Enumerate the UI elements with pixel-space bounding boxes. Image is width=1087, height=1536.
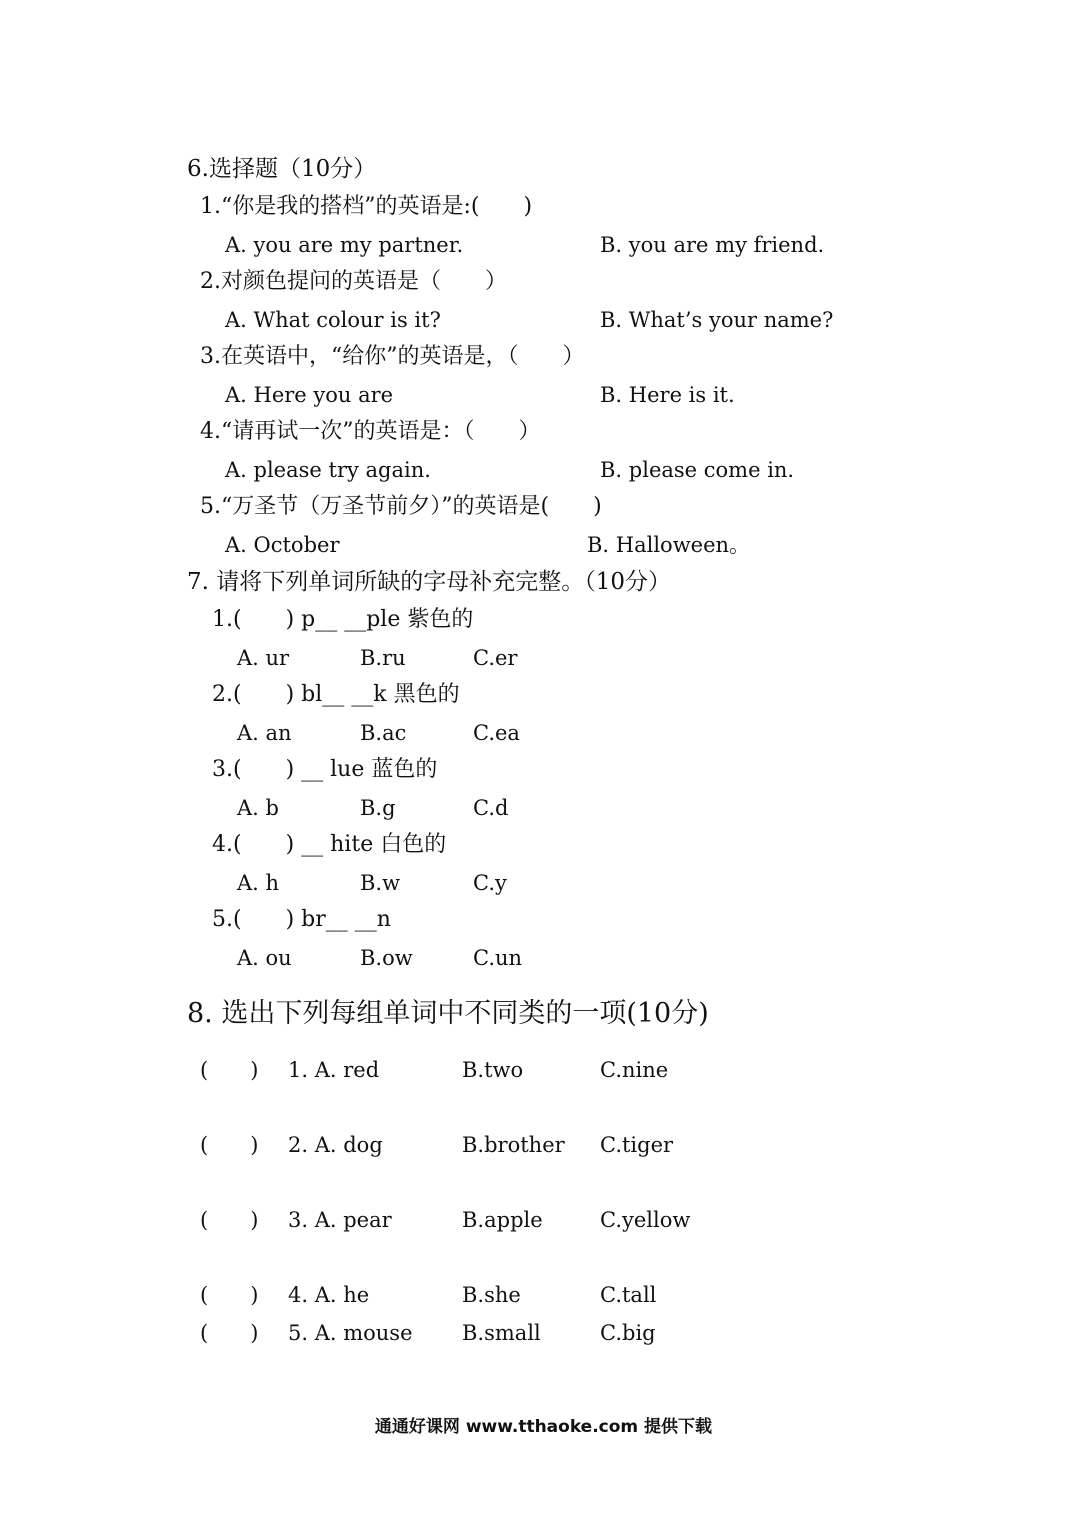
s6-q4-option-b: B. please come in. — [600, 458, 795, 482]
s7-i3-option-a: A. b — [237, 796, 279, 820]
s7-i5-option-c: C.un — [473, 946, 523, 970]
s6-q5-option-a: A. October — [225, 533, 340, 557]
s6-q1-option-b: B. you are my friend. — [600, 233, 825, 257]
s7-i2-option-c: C.ea — [473, 721, 520, 745]
s8-row-4-option-a: 4. A. he — [288, 1283, 370, 1307]
s7-i5-option-a: A. ou — [237, 946, 292, 970]
section-7-title: 7. 请将下列单词所缺的字母补充完整。（10分） — [187, 569, 672, 595]
s6-q4-option-a: A. please try again. — [225, 458, 431, 482]
s6-question-1: 1.“你是我的搭档”的英语是:( ) — [200, 194, 533, 219]
s7-i4-option-c: C.y — [473, 871, 507, 895]
s8-row-4-paren: ( ) — [200, 1283, 259, 1307]
s6-q2-option-b: B. What’s your name? — [600, 308, 834, 332]
section-6-title: 6.选择题（10分） — [187, 156, 377, 182]
s8-row-5-option-c: C.big — [600, 1321, 656, 1345]
footer-watermark: 通通好课网 www.tthaoke.com 提供下载 — [374, 1417, 713, 1437]
s7-item-4: 4.( ) __ hite 白色的 — [212, 832, 447, 857]
s7-i1-option-a: A. ur — [237, 646, 290, 670]
s7-i4-option-a: A. h — [237, 871, 280, 895]
s7-item-2: 2.( ) bl__ __k 黑色的 — [212, 682, 460, 707]
s8-row-2-option-b: B.brother — [462, 1133, 565, 1157]
s8-row-3-option-c: C.yellow — [600, 1208, 691, 1232]
s7-i3-option-c: C.d — [473, 796, 509, 820]
s8-row-1-option-c: C.nine — [600, 1058, 669, 1082]
s8-row-2-paren: ( ) — [200, 1133, 259, 1157]
s7-i3-option-b: B.g — [360, 796, 396, 820]
s6-question-3: 3.在英语中，“给你”的英语是，（ ） — [200, 344, 585, 369]
s6-q2-option-a: A. What colour is it? — [225, 308, 441, 332]
s7-i4-option-b: B.w — [360, 871, 401, 895]
s7-i5-option-b: B.ow — [360, 946, 413, 970]
s8-row-1-option-b: B.two — [462, 1058, 524, 1082]
s8-row-1-paren: ( ) — [200, 1058, 259, 1082]
s8-row-4-option-c: C.tall — [600, 1283, 657, 1307]
s8-row-3-option-a: 3. A. pear — [288, 1208, 392, 1232]
s6-question-5: 5.“万圣节（万圣节前夕）”的英语是( ) — [200, 494, 602, 519]
s8-row-3-option-b: B.apple — [462, 1208, 543, 1232]
s6-question-2: 2.对颜色提问的英语是（ ） — [200, 269, 507, 294]
s6-q5-option-b: B. Halloween。 — [587, 533, 751, 557]
s8-row-5-option-a: 5. A. mouse — [288, 1321, 413, 1345]
s8-row-2-option-a: 2. A. dog — [288, 1133, 383, 1157]
s7-i2-option-a: A. an — [237, 721, 292, 745]
s6-q3-option-b: B. Here is it. — [600, 383, 735, 407]
s7-i1-option-c: C.er — [473, 646, 518, 670]
s7-i2-option-b: B.ac — [360, 721, 407, 745]
s8-row-5-option-b: B.small — [462, 1321, 541, 1345]
s8-row-4-option-b: B.she — [462, 1283, 521, 1307]
s7-item-3: 3.( ) __ lue 蓝色的 — [212, 757, 438, 782]
s8-row-2-option-c: C.tiger — [600, 1133, 674, 1157]
s6-q1-option-a: A. you are my partner. — [225, 233, 464, 257]
section-8-title: 8. 选出下列每组单词中不同类的一项(10分) — [187, 998, 709, 1029]
s6-q3-option-a: A. Here you are — [225, 383, 394, 407]
s6-question-4: 4.“请再试一次”的英语是：（ ） — [200, 419, 541, 444]
s7-i1-option-b: B.ru — [360, 646, 406, 670]
s8-row-1-option-a: 1. A. red — [288, 1058, 380, 1082]
s8-row-3-paren: ( ) — [200, 1208, 259, 1232]
s7-item-5: 5.( ) br__ __n — [212, 907, 391, 932]
s7-item-1: 1.( ) p__ __ple 紫色的 — [212, 607, 474, 632]
s8-row-5-paren: ( ) — [200, 1321, 259, 1345]
